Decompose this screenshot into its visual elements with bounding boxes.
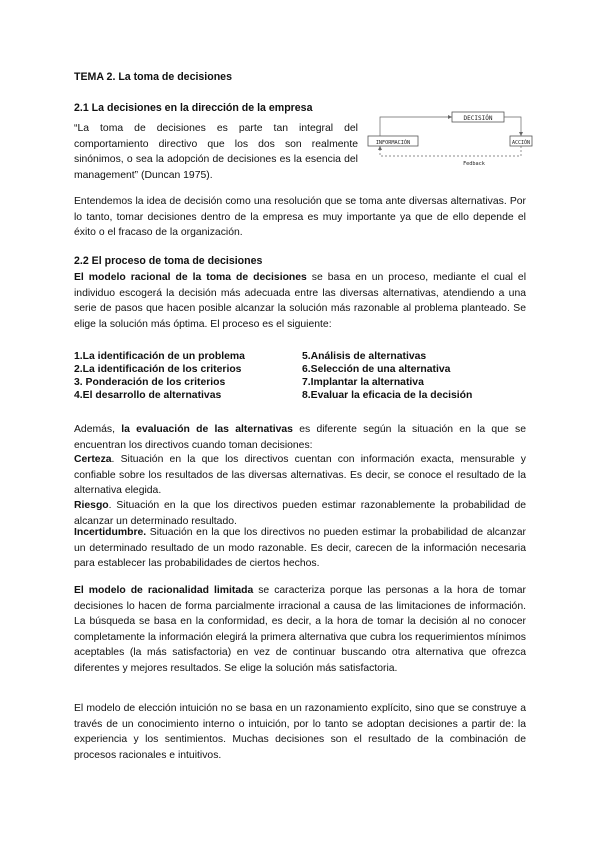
section-2-heading: 2.2 El proceso de toma de decisiones <box>74 255 263 267</box>
step-item: 4.El desarrollo de alternativas <box>74 390 222 401</box>
steps-column-right <box>302 350 526 402</box>
page-title: TEMA 2. La toma de decisiones <box>74 71 232 83</box>
step-item: 5.Análisis de alternativas <box>302 351 427 362</box>
limited-rationality-term: El modelo de racionalidad limitada <box>74 585 254 596</box>
feedback-label: Fedback <box>463 161 485 167</box>
section-1-heading: 2.1 La decisiones en la dirección de la empresa <box>74 102 313 114</box>
arrowhead <box>519 132 523 136</box>
feedback-loop-arrow <box>380 146 521 156</box>
rational-model-term: El modelo racional de la toma de decisiones <box>74 272 307 283</box>
evaluation-paragraph: Además, la evaluación de las alternativas es diferente según la situación en la que se encuentran los directivos cuando toman decisiones: <box>74 424 526 451</box>
riesgo-term: Riesgo <box>74 500 109 511</box>
decision-label: DECISIÓN <box>463 115 493 122</box>
step-item: 7.Implantar la alternativa <box>302 377 424 388</box>
limited-rationality-paragraph: El modelo de racionalidad limitada se caracteriza porque las personas a la hora de tomar decisiones lo hacen de forma parcialmente irracional a causa de las limitaciones de información. La búsqueda se basa en la conformidad, es decir, a la hora de tomar la decisión al no conocer completamente la información elegirá la primera alternativa que cubra los requerimientos mínimos aceptables (la más satisfactoria) en vez de continuar buscando otra alternativa que ofrezca diferentes y mejores resultados. Se elige la solución más satisfactoria. <box>74 585 526 674</box>
certeza-term: Certeza <box>74 454 112 465</box>
intuition-paragraph: El modelo de elección intuición no se basa en un razonamiento explícito, sino que se construye a través de un conocimiento interno o intuición, por lo tanto se adoptan decisiones a partir de: la experiencia y los sentimientos. Muchas decisiones son el resultado de la combinación de procesos racionales e intuitivos. <box>74 703 526 761</box>
info-to-decision-arrow <box>380 117 452 136</box>
step-item: 3. Ponderación de los criterios <box>74 377 226 388</box>
action-label: ACCIÓN <box>511 140 531 146</box>
decision-definition-paragraph: Entendemos la idea de decisión como una resolución que se toma ante diversas alternativas. Por lo tanto, tomar decisiones dentro de la empresa es muy importante ya que de ello depende el éxito o el fracaso de la organización. <box>74 196 526 239</box>
evaluation-term: la evaluación de las alternativas <box>121 424 293 435</box>
decision-to-action-arrow <box>504 117 521 136</box>
duncan-quote: “La toma de decisiones es parte tan integral del comportamiento directivo que los dos son realmente sinónimos, o sea la adopción de decisiones es la esencia del management” (Duncan 1975). <box>74 123 358 181</box>
arrowhead <box>448 115 452 119</box>
incertidumbre-term: Incertidumbre. <box>74 527 147 538</box>
riesgo-paragraph: Riesgo. Situación en la que los directivos pueden estimar razonablemente la probabilidad de alcanzar un determinado resultado. <box>74 500 526 527</box>
certeza-paragraph: Certeza. Situación en la que los directivos cuentan con información exacta, mensurable y confiable sobre los resultados de las diversas alternativas. Es decir, se conoce el resultado de la alternativa elegida. <box>74 454 526 497</box>
incertidumbre-paragraph: Incertidumbre. Situación en la que los directivos no pueden estimar la probabilidad de alcanzar un determinado resultado de un modo razonable. Es decir, carecen de la información necesaria para establecer las probabilidades de ciertos hechos. <box>74 527 526 570</box>
steps-column-left <box>74 350 296 402</box>
step-item: 2.La identificación de los criterios <box>74 364 242 375</box>
information-label: INFORMACIÓN <box>375 140 411 146</box>
step-item: 8.Evaluar la eficacia de la decisión <box>302 390 473 401</box>
decision-flow-diagram <box>362 106 534 170</box>
rational-model-paragraph: El modelo racional de la toma de decisiones se basa en un proceso, mediante el cual el individuo escogerá la decisión más adecuada entre las diversas alternativas, atendiendo a una serie de pasos que hacen posible alcanzar la solución más razonable al problema planteado. Se elige la solución más óptima. El proceso es el siguiente: <box>74 272 527 330</box>
step-item: 1.La identificación de un problema <box>74 351 245 362</box>
arrowhead <box>378 146 382 150</box>
step-item: 6.Selección de una alternativa <box>302 364 451 375</box>
